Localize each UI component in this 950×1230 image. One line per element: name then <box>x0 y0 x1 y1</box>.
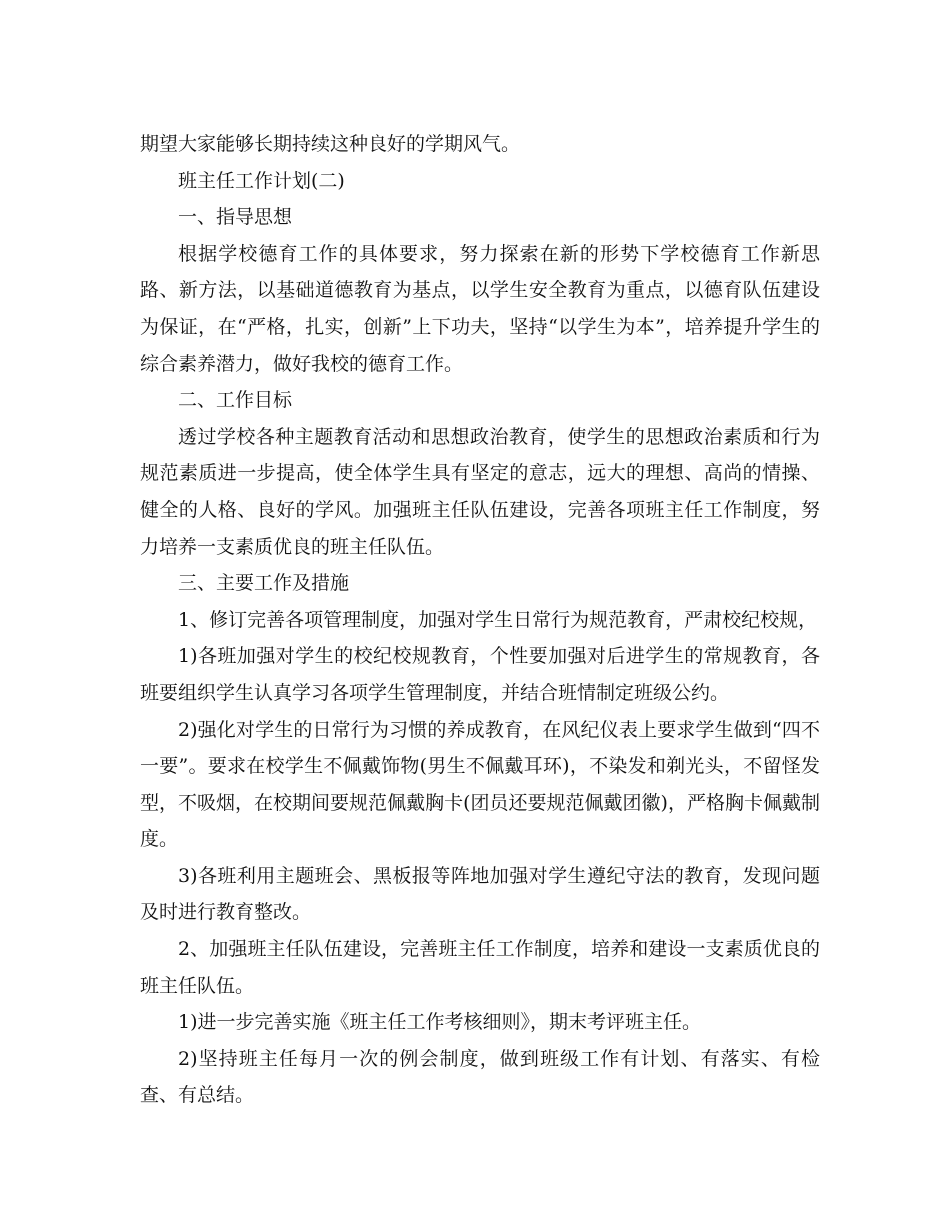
heading-guiding-ideology: 一、指导思想 <box>178 206 293 229</box>
list-item-1-3: 3)各班利用主题班会、黑板报等阵地加强对学生遵纪守法的教育，发现问题及时进行教育整改。 <box>140 864 820 924</box>
paragraph-closing-line: 期望大家能够长期持续这种良好的学期风气。 <box>140 133 521 155</box>
paragraph-guiding-ideology: 根据学校德育工作的具体要求，努力探索在新的形势下学校德育工作新思路、新方法，以基础道德教育为基点，以学生安全教育为重点，以德育队伍建设为保证，在“严格，扎实，创新”上下功夫，坚持“以学生为本”，培养提升学生的综合素养潜力，做好我校的德育工作。 <box>140 242 820 375</box>
paragraph-work-goals: 透过学校各种主题教育活动和思想政治教育，使学生的思想政治素质和行为规范素质进一步提高，使全体学生具有坚定的意志，远大的理想、高尚的情操、健全的人格、良好的学风。加强班主任队伍建设，完善各项班主任工作制度，努力培养一支素质优良的班主任队伍。 <box>140 425 820 558</box>
list-item-1-1: 1)各班加强对学生的校纪校规教育，个性要加强对后进学生的常规教育，各班要组织学生认真学习各项学生管理制度，并结合班情制定班级公约。 <box>140 645 820 704</box>
list-item-1: 1、修订完善各项管理制度，加强对学生日常行为规范教育，严肃校纪校规， <box>178 608 818 631</box>
section-title: 班主任工作计划(二) <box>178 169 345 192</box>
list-item-1-2: 2)强化对学生的日常行为习惯的养成教育，在风纪仪表上要求学生做到“四不一要”。要求在校学生不佩戴饰物(男生不佩戴耳环)，不染发和剃光头，不留怪发型，不吸烟，在校期间要规范佩戴胸卡(团员还要规范佩戴团徽)，严格胸卡佩戴制度。 <box>140 718 820 851</box>
heading-work-goals: 二、工作目标 <box>178 389 293 412</box>
document-body <box>140 126 820 1114</box>
list-item-2-1: 1)进一步完善实施《班主任工作考核细则》，期末考评班主任。 <box>178 1011 702 1034</box>
list-item-2-2: 2)坚持班主任每月一次的例会制度，做到班级工作有计划、有落实、有检查、有总结。 <box>140 1047 820 1107</box>
list-item-2: 2、加强班主任队伍建设，完善班主任工作制度，培养和建设一支素质优良的班主任队伍。 <box>140 938 820 997</box>
heading-main-work-measures: 三、主要工作及措施 <box>178 572 350 595</box>
